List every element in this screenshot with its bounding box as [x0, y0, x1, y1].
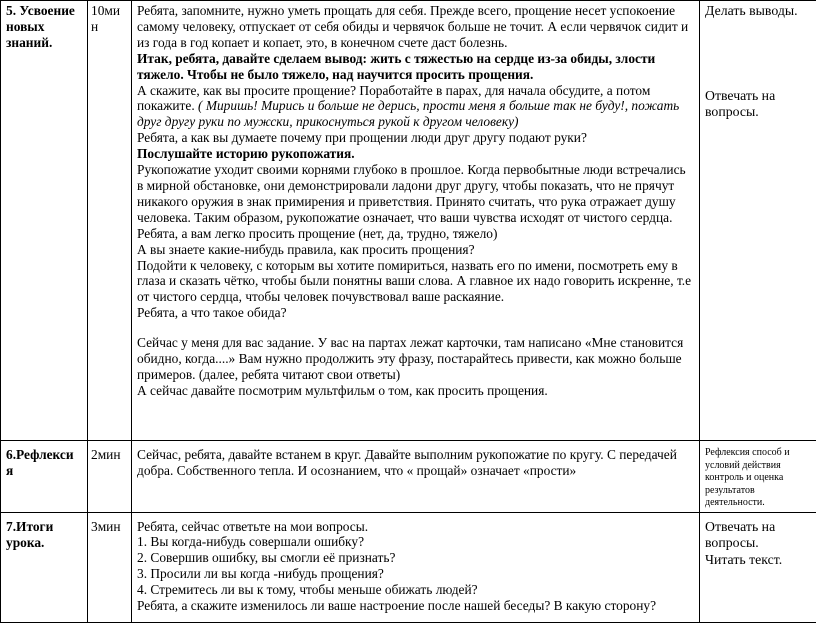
- activity-heading: Послушайте историю рукопожатия.: [137, 146, 695, 162]
- student-activity-cell: Рефлексия способ и условий действия контроль и оценка результатов деятельности.: [700, 441, 816, 513]
- activity-paragraph: Ребята, а что такое обида?: [137, 305, 695, 321]
- activity-text: А скажите, как вы просите прощение? Поработайте в парах, для начала обсудите, а потом покажите.: [137, 83, 650, 114]
- time-cell: 10ми н: [88, 1, 132, 441]
- activity-paragraph: Ребята, а скажите изменилось ли ваше настроение после нашей беседы? В какую сторону?: [137, 598, 695, 614]
- activity-paragraph: Ребята, а вам легко просить прощение (нет, да, трудно, тяжело): [137, 226, 695, 242]
- activity-paragraph: [137, 83, 695, 131]
- activity-paragraph: Рукопожатие уходит своими корнями глубоко в прошлое. Когда первобытные люди встречались в мирной обстановке, они демонстрировали ладони друг другу, чтобы показать, что не прячут никакого оружия в знак примирения и приветствия. Принято считать, что рука отражает душу человека. Таким образом, рукопожатие означает, что ваши чувства исходят от чистого сердца.: [137, 162, 695, 226]
- question-item: 2. Совершив ошибку, вы смогли её признать?: [137, 550, 695, 566]
- activity-paragraph: Ребята, а как вы думаете почему при прощении люди друг другу подают руки?: [137, 130, 695, 146]
- time-cell: 2мин: [88, 441, 132, 513]
- activity-cell: [132, 512, 700, 622]
- question-item: 4. Стремитесь ли вы к тому, чтобы меньше обижать людей?: [137, 582, 695, 598]
- spacer: [137, 321, 695, 335]
- stage-cell: 6.Рефлекси я: [1, 441, 88, 513]
- activity-paragraph: Подойти к человеку, с которым вы хотите помириться, назвать его по имени, посмотреть ему в глаза и сказать чётко, чтобы были понятны ваши слова. А главное их надо говорить искренне, т.е от чистого сердца, чтобы человек почувствовал ваше раскаяние.: [137, 258, 695, 306]
- spacer: [705, 20, 812, 88]
- activity-cell: [132, 1, 700, 441]
- activity-paragraph: Ребята, запомните, нужно уметь прощать для себя. Прежде всего, прощение несет успокоение самому человеку, отпускает от себя обиды и червячок больше не точит. А если червячок сидит и из года в год копает и копает, это, в конечном счете даст болезнь.: [137, 3, 695, 51]
- activity-paragraph: Сейчас у меня для вас задание. У вас на партах лежат карточки, там написано «Мне становится обидно, когда....» Вам нужно продолжить эту фразу, постарайтесь привести, как можно больше примеров. (далее, ребята читают свои ответы): [137, 335, 695, 383]
- student-activity-text: Отвечать на вопросы.: [705, 88, 812, 121]
- question-item: 1. Вы когда-нибудь совершали ошибку?: [137, 534, 695, 550]
- student-activity-text: Отвечать на вопросы.: [705, 519, 812, 552]
- stage-cell: 5. Усвоение новых знаний.: [1, 1, 88, 441]
- student-activity-text: Читать текст.: [705, 552, 812, 569]
- activity-paragraph: А сейчас давайте посмотрим мультфильм о том, как просить прощения.: [137, 383, 695, 399]
- activity-paragraph: А вы знаете какие-нибудь правила, как просить прощения?: [137, 242, 695, 258]
- activity-paragraph: Ребята, сейчас ответьте на мои вопросы.: [137, 519, 695, 535]
- stage-cell: 7.Итоги урока.: [1, 512, 88, 622]
- activity-paragraph: Сейчас, ребята, давайте встанем в круг. Давайте выполним рукопожатие по кругу. С передачей добра. Собственного тепла. И осознанием, что « прощай» означает «прости»: [137, 447, 695, 479]
- table-row-stage-7: [1, 512, 816, 622]
- student-activity-cell: [700, 1, 816, 441]
- question-item: 3. Просили ли вы когда -нибудь прощения?: [137, 566, 695, 582]
- activity-conclusion: Итак, ребята, давайте сделаем вывод: жить с тяжестью на сердце из-за обиды, злости тяжело. Чтобы не было тяжело, над научится просить прощения.: [137, 51, 695, 83]
- table-row-stage-6: [1, 441, 816, 513]
- student-activity-cell: [700, 512, 816, 622]
- student-activity-text: Делать выводы.: [705, 3, 812, 20]
- table-row-stage-5: [1, 1, 816, 441]
- activity-cell: [132, 441, 700, 513]
- time-cell: 3мин: [88, 512, 132, 622]
- activity-italic-text: ( Миришь! Мирись и больше не дерись, прости меня я больше так не буду!, пожать друг другу руки по мужски, прикоснуться рукой к другом человеку): [137, 98, 679, 129]
